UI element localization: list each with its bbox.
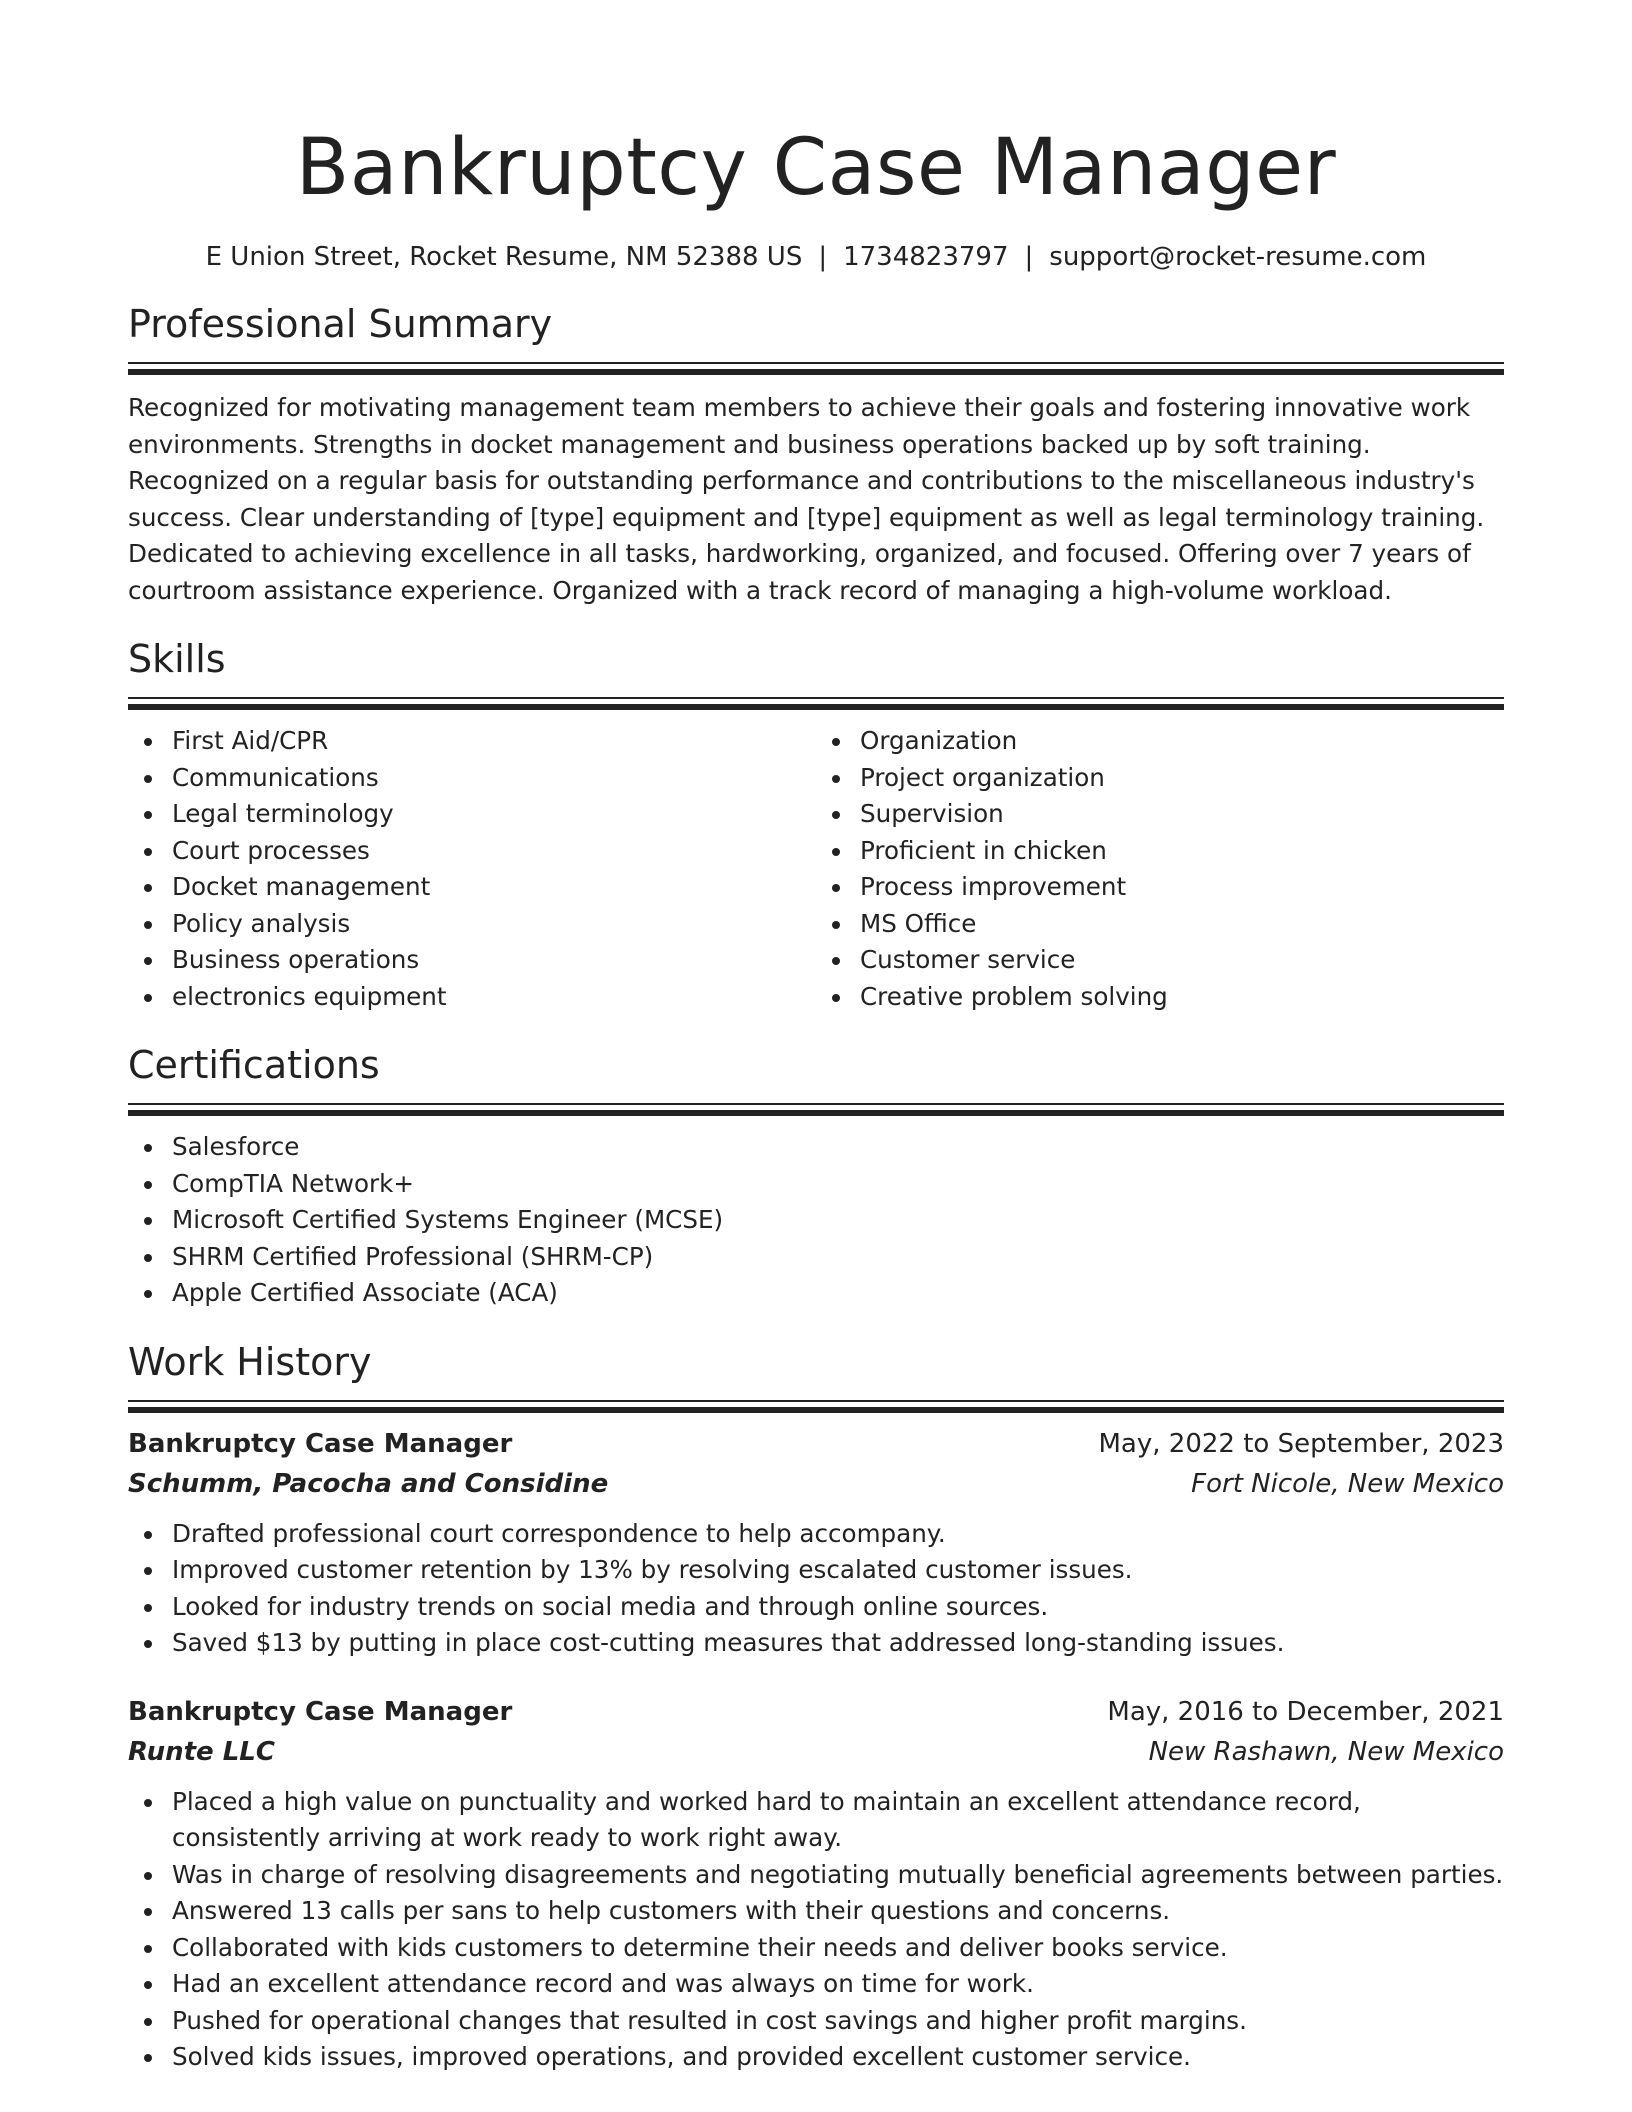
skill-item: Docket management <box>172 869 816 906</box>
section-title-certifications: Certifications <box>128 1043 380 1087</box>
contact-separator: | <box>1024 242 1034 272</box>
job-title: Bankruptcy Case Manager <box>128 1428 513 1459</box>
summary-section <box>128 300 1504 609</box>
summary-text: Recognized for motivating management team members to achieve their goals and fostering innovative work environments. Strengths in docket management and business operations backed up by soft training. Recognized on a regular basis for outstanding performance and contributions to the miscellaneous industry's success. Clear understanding of [type] equipment and [type] equipment as well as legal terminology training. Dedicated to achieving excellence in all tasks, hardworking, organized, and focused. Offering over 7 years of courtroom assistance experience. Organized with a track record of managing a high-volume workload. <box>128 393 1485 605</box>
job-bullets <box>128 1516 1504 1662</box>
job-bullet: Collaborated with kids customers to determine their needs and deliver books service. <box>172 1930 1504 1967</box>
skill-item: Supervision <box>860 796 1504 833</box>
skills-columns <box>128 723 1504 1015</box>
section-divider <box>128 697 1504 709</box>
skill-item: Communications <box>172 760 816 797</box>
skill-item: electronics equipment <box>172 979 816 1016</box>
job-bullet: Improved customer retention by 13% by resolving escalated customer issues. <box>172 1552 1504 1589</box>
skill-item: Legal terminology <box>172 796 816 833</box>
section-divider <box>128 1103 1504 1115</box>
contact-separator: | <box>818 242 828 272</box>
skill-item: Proficient in chicken <box>860 833 1504 870</box>
job-subheader <box>128 1464 1504 1504</box>
job-bullet: Placed a high value on punctuality and worked hard to maintain an excellent attendance record, consistently arriving at work ready to work right away. <box>172 1784 1504 1857</box>
skill-item: Creative problem solving <box>860 979 1504 1016</box>
skills-section <box>128 635 1504 1015</box>
job-subheader <box>128 1732 1504 1772</box>
job-company: Schumm, Pacocha and Considine <box>128 1468 609 1499</box>
skill-item: Process improvement <box>860 869 1504 906</box>
job-bullet: Solved kids issues, improved operations, and provided excellent customer service. <box>172 2039 1504 2076</box>
section-title-summary: Professional Summary <box>128 302 553 346</box>
work-history-section <box>128 1338 1504 2076</box>
contact-phone: 1734823797 <box>843 242 1009 272</box>
job-bullets <box>128 1784 1504 2076</box>
skill-item: Policy analysis <box>172 906 816 943</box>
job-bullet: Looked for industry trends on social media and through online sources. <box>172 1589 1504 1626</box>
job-location: Fort Nicole, New Mexico <box>1191 1468 1504 1499</box>
skills-list-right <box>816 723 1504 1015</box>
resume-page <box>128 0 1504 2076</box>
job-bullet: Answered 13 calls per sans to help customers with their questions and concerns. <box>172 1893 1504 1930</box>
skill-item: Court processes <box>172 833 816 870</box>
certification-item: CompTIA Network+ <box>172 1166 1504 1203</box>
section-divider <box>128 1400 1504 1412</box>
job-header <box>128 1692 1504 1732</box>
skill-item: Project organization <box>860 760 1504 797</box>
job-title: Bankruptcy Case Manager <box>128 1696 513 1727</box>
skill-item: First Aid/CPR <box>172 723 816 760</box>
skill-item: MS Office <box>860 906 1504 943</box>
certification-item: Microsoft Certified Systems Engineer (MCSE) <box>172 1202 1504 1239</box>
certifications-section <box>128 1041 1504 1312</box>
contact-line <box>128 240 1504 274</box>
contact-email: support@rocket-resume.com <box>1049 242 1427 272</box>
job-bullet: Drafted professional court correspondence to help accompany. <box>172 1516 1504 1553</box>
job-location: New Rashawn, New Mexico <box>1148 1736 1504 1767</box>
job-bullet: Pushed for operational changes that resulted in cost savings and higher profit margins. <box>172 2003 1504 2040</box>
job-dates: May, 2022 to September, 2023 <box>1098 1428 1504 1459</box>
job-company: Runte LLC <box>128 1736 275 1767</box>
section-title-work-history: Work History <box>128 1339 372 1384</box>
certification-item: SHRM Certified Professional (SHRM-CP) <box>172 1239 1504 1276</box>
section-title-skills: Skills <box>128 637 226 681</box>
job-bullet: Was in charge of resolving disagreements and negotiating mutually beneficial agreements between parties. <box>172 1857 1504 1894</box>
certification-item: Salesforce <box>172 1129 1504 1166</box>
job-entry <box>128 1692 1504 2076</box>
skill-item: Organization <box>860 723 1504 760</box>
skill-item: Customer service <box>860 942 1504 979</box>
skill-item: Business operations <box>172 942 816 979</box>
resume-name: Bankruptcy Case Manager <box>295 123 1337 213</box>
section-divider <box>128 362 1504 374</box>
job-bullet: Had an excellent attendance record and was always on time for work. <box>172 1966 1504 2003</box>
contact-address: E Union Street, Rocket Resume, NM 52388 US <box>205 242 803 272</box>
skills-list-left <box>128 723 816 1015</box>
certification-item: Apple Certified Associate (ACA) <box>172 1275 1504 1312</box>
job-bullet: Saved $13 by putting in place cost-cutting measures that addressed long-standing issues. <box>172 1625 1504 1662</box>
certifications-list <box>128 1129 1504 1312</box>
job-header <box>128 1424 1504 1464</box>
job-dates: May, 2016 to December, 2021 <box>1107 1696 1504 1727</box>
job-entry <box>128 1424 1504 1662</box>
